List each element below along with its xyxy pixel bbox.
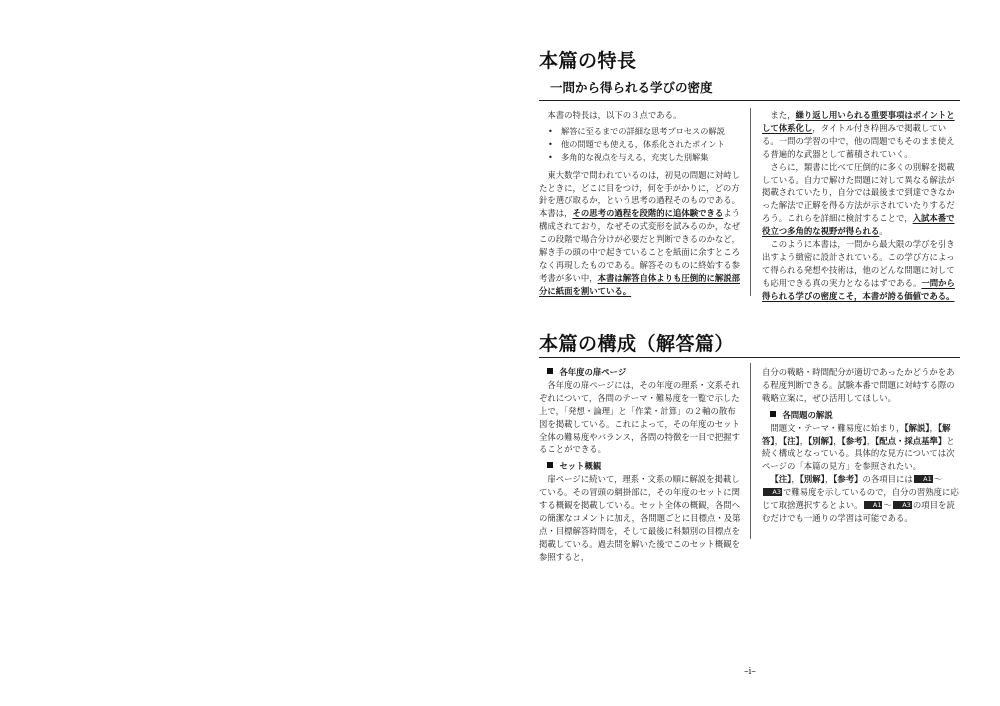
emphasis-text: その思考の過程を段階的に追体験できる bbox=[572, 208, 724, 219]
features-rule bbox=[539, 100, 960, 101]
structure-title: 本篇の構成（解答篇） bbox=[539, 333, 735, 355]
emphasis-text: 本書は解答自体よりも圧倒的に解説部分に紙面を割いている。 bbox=[539, 272, 740, 296]
square-bullet-icon bbox=[547, 462, 553, 468]
structure-rule bbox=[539, 357, 960, 358]
page-number: –i– bbox=[744, 667, 756, 677]
square-bullet-icon bbox=[547, 368, 553, 374]
features-right-column bbox=[762, 109, 962, 303]
features-column-divider bbox=[750, 108, 751, 296]
difficulty-badge: A3 bbox=[763, 488, 782, 496]
features-subtitle: 一問から得られる学びの密度 bbox=[550, 80, 713, 95]
difficulty-badge: A1 bbox=[864, 501, 883, 509]
features-intro: 本書の特長は，以下の３点である。 bbox=[547, 110, 682, 120]
structure-column-divider bbox=[750, 363, 751, 539]
features-bullet: • 解答に至るまでの詳細な思考プロセスの解説 bbox=[539, 125, 741, 138]
section-heading: セット概観 bbox=[539, 460, 741, 473]
section-heading: 各年度の扉ページ bbox=[539, 366, 741, 379]
difficulty-badge: A3 bbox=[893, 501, 912, 509]
features-bullet-list bbox=[539, 125, 741, 164]
features-paragraph: また，繰り返し用いられる重要事項はポイントとして体系化し，タイトル付き枠囲みで掲載している。一問の学習の中で，他の問題でもそのまま使える普遍的な武器として蓄積されていく。 bbox=[762, 110, 955, 159]
features-paragraph: さらに，類書に比べて圧倒的に多くの別解を掲載している。自力で解けた問題に対して異なる解法が掲載されていたり，自分では最後まで到達できなかった解法で正解を得る方法が示されていたりするだろう。これらを詳細に検討することで，入試本番で役立つ多角的な視野が得られる。 bbox=[762, 161, 955, 237]
section-paragraph: 【注】，【別解】，【参考】の各項目には A1 ～A3 で難易度を示しているので，自分の習熟度に応じて取捨選択するとよい。 A1 ～ A3 の項目を読むだけでも一通りの学習は可能である。 bbox=[762, 474, 959, 523]
difficulty-badge: A1 bbox=[914, 475, 933, 483]
section-paragraph: 扉ページに続いて，理系・文系の順に解説を掲載している。その冒頭の網掛部に，その年度のセットに関する概観を掲載している。セット全体の概観，各問への簡潔なコメントに加え，各問題ごとに目標点・及第点・目標解答時間を，そして最後に科類別の目標点を掲載している。過去問を解いた後でこのセット概観を参照すると， bbox=[539, 474, 741, 562]
features-left-column bbox=[539, 109, 741, 298]
section-heading: 各問題の解説 bbox=[762, 409, 962, 422]
features-paragraph: 東大数学で問われているのは，初見の問題に対峙したときに，どこに目をつけ，何を手がかりに，どの方針を選び取るか，という思考の過程そのものである。本書は，その思考の過程を段階的に追体験できるよう構成されており，なぜその式変形を試みるのか，なぜこの段階で場合分けが必要だと判断できるのかなど，解き手の頭の中で起きていることを紙面に余すところなく再現したものである。解答そのものに終始する参考書が多い中，本書は解答自体よりも圧倒的に解説部分に紙面を割いている。 bbox=[539, 169, 741, 296]
emphasis-text: 繰り返し用いられる重要事項はポイントとして体系化し bbox=[762, 110, 955, 133]
features-title: 本篇の特長 bbox=[539, 50, 637, 72]
features-paragraph: このように本書は，一問から最大限の学びを引き出すよう緻密に設計されている。この学び方によって得られる発想や技術は，他のどんな問題に対しても応用できる真の実力となるはずである。一問から得られる学びの密度こそ，本書が誇る価値である。 bbox=[762, 239, 955, 301]
features-bullet: • 多角的な視点を与える，充実した別解集 bbox=[539, 151, 741, 164]
section-paragraph: 自分の戦略・時間配分が適切であったかどうかをある程度判断できる。試験本番で問題に対峙する際の戦略立案に，ぜひ活用してほしい。 bbox=[762, 367, 955, 403]
emphasis-text: 一問から得られる学びの密度こそ，本書が誇る価値である。 bbox=[762, 277, 955, 301]
square-bullet-icon bbox=[770, 411, 776, 417]
structure-left-column bbox=[539, 366, 741, 564]
section-paragraph: 各年度の扉ページには，その年度の理系・文系それぞれについて，各問のテーマ・難易度を一覧で示した上で，「発想・論理」と「作業・計算」の２軸の散布図を掲載している。これによって，その年度のセット全体の難易度やバランス，各問の特徴を一目で把握することができる。 bbox=[539, 379, 740, 455]
section-paragraph: 問題文・テーマ・難易度に始まり，【解説】，【解答】，【注】，【別解】，【参考】，【配点・採点基準】と続く構成となっている。具体的な見方については次ページの「本篇の見方」を参照されたい。 bbox=[762, 422, 955, 472]
features-bullet: • 他の問題でも使える，体系化されたポイント bbox=[539, 138, 741, 151]
structure-right-column bbox=[762, 366, 962, 525]
emphasis-text: 入試本番で役立つ多角的な視野が得られる bbox=[762, 213, 955, 237]
